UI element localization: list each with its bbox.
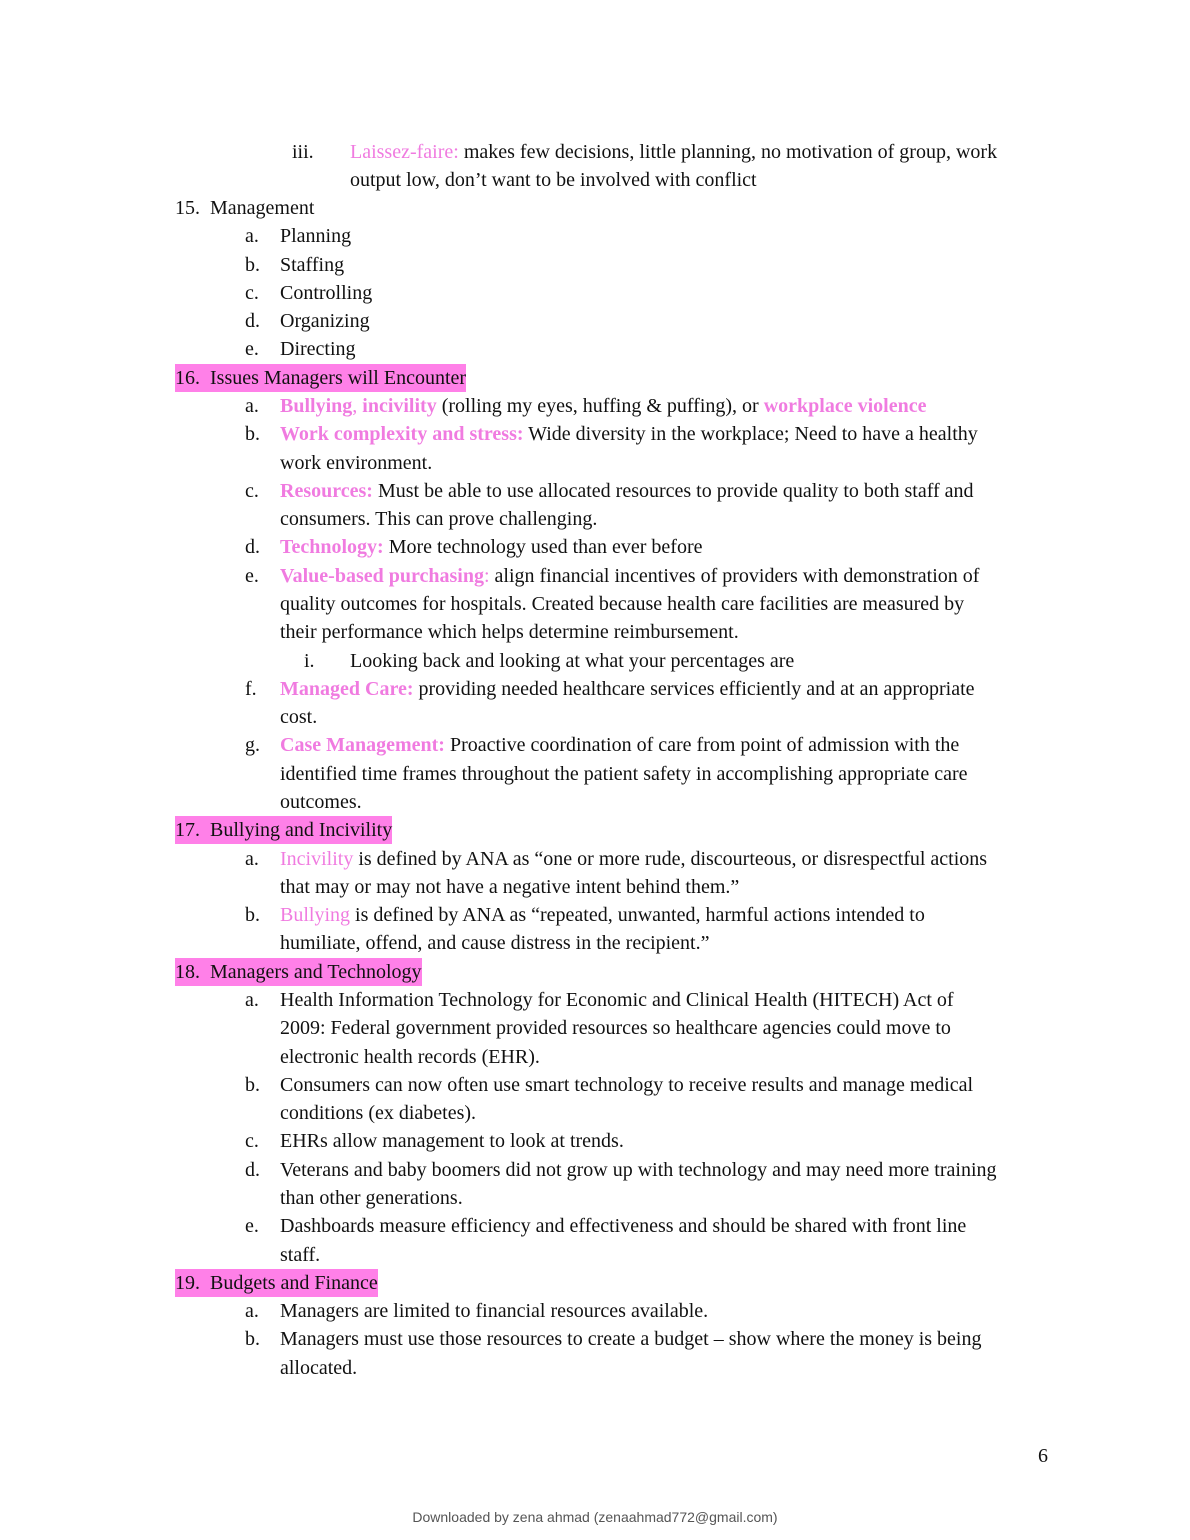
list-marker: b. <box>245 1074 260 1096</box>
item-text: 2009: Federal government provided resources so healthcare agencies could move to <box>280 1017 951 1039</box>
term: Technology: <box>280 536 384 558</box>
list-marker: g. <box>245 734 260 756</box>
section-number: 15. <box>175 197 200 219</box>
list-marker: c. <box>245 1130 259 1152</box>
item-text: align financial incentives of providers with demonstration of <box>489 565 980 587</box>
list-item <box>280 562 979 590</box>
section-heading <box>175 364 466 392</box>
list-item <box>280 901 925 929</box>
item-text: Proactive coordination of care from point of admission with the <box>444 734 960 756</box>
list-item: Consumers can now often use smart technology to receive results and manage medical <box>280 1074 974 1096</box>
list-marker: e. <box>245 565 259 587</box>
item-text: identified time frames throughout the patient safety in accomplishing appropriate care <box>280 763 968 785</box>
list-item: EHRs allow management to look at trends. <box>280 1130 624 1152</box>
section-title: Budgets and Finance <box>210 1272 378 1294</box>
item-text: outcomes. <box>280 791 362 813</box>
section-number: 17. <box>175 819 200 841</box>
section-title: Managers and Technology <box>210 961 422 983</box>
list-item: Organizing <box>280 310 370 332</box>
list-marker: i. <box>304 650 315 672</box>
list-marker: c. <box>245 480 259 502</box>
term: Bullying <box>280 904 351 926</box>
item-text: consumers. This can prove challenging. <box>280 508 598 530</box>
item-text: their performance which helps determine reimbursement. <box>280 621 739 643</box>
list-marker: c. <box>245 282 259 304</box>
list-item <box>280 533 703 561</box>
item-text: quality outcomes for hospitals. Created because health care facilities are measured by <box>280 593 965 615</box>
section-title: Issues Managers will Encounter <box>210 367 467 389</box>
download-footer: Downloaded by zena ahmad (zenaahmad772@gmail.com) <box>412 1509 778 1525</box>
list-item: Staffing <box>280 254 345 276</box>
term: Case Management: <box>280 734 445 756</box>
section-heading <box>175 958 422 986</box>
item-text: output low, don’t want to be involved with conflict <box>350 169 757 191</box>
item-text: conditions (ex diabetes). <box>280 1102 477 1124</box>
item-text: that may or may not have a negative intent behind them.” <box>280 876 740 898</box>
section-heading <box>175 194 314 222</box>
term-separator: : <box>483 565 490 587</box>
term: Value-based purchasing <box>280 565 484 587</box>
item-text: cost. <box>280 706 318 728</box>
list-marker: d. <box>245 1159 260 1181</box>
list-marker: e. <box>245 1215 259 1237</box>
item-text: work environment. <box>280 452 433 474</box>
list-marker: b. <box>245 904 260 926</box>
term: Managed Care: <box>280 678 414 700</box>
item-text: providing needed healthcare services efficiently and at an appropriate <box>413 678 975 700</box>
list-marker: f. <box>245 678 257 700</box>
list-item <box>280 420 978 448</box>
list-marker: e. <box>245 338 259 360</box>
list-marker: a. <box>245 395 259 417</box>
item-text: (rolling my eyes, huffing & puffing), or <box>436 395 764 417</box>
term: incivility <box>362 395 437 417</box>
term: Laissez-faire: <box>350 141 459 163</box>
term: Work complexity and stress: <box>280 423 524 445</box>
list-item <box>280 845 987 873</box>
item-text: Wide diversity in the workplace; Need to have a healthy <box>523 423 978 445</box>
section-number: 16. <box>175 367 200 389</box>
list-item: Health Information Technology for Economic and Clinical Health (HITECH) Act of <box>280 989 954 1011</box>
item-text: makes few decisions, little planning, no motivation of group, work <box>458 141 998 163</box>
list-marker: a. <box>245 989 259 1011</box>
item-text: Must be able to use allocated resources to provide quality to both staff and <box>372 480 974 502</box>
section-title: Bullying and Incivility <box>210 819 393 841</box>
item-text: humiliate, offend, and cause distress in the recipient.” <box>280 932 710 954</box>
list-marker: a. <box>245 848 259 870</box>
list-marker: a. <box>245 1300 259 1322</box>
list-marker: iii. <box>292 141 314 163</box>
item-text: allocated. <box>280 1357 358 1379</box>
list-item <box>350 138 997 166</box>
list-marker: a. <box>245 225 259 247</box>
item-text: staff. <box>280 1244 321 1266</box>
item-text: than other generations. <box>280 1187 463 1209</box>
list-marker: b. <box>245 254 260 276</box>
section-title: Management <box>210 197 315 219</box>
list-item: Dashboards measure efficiency and effectiveness and should be shared with front line <box>280 1215 967 1237</box>
list-marker: b. <box>245 423 260 445</box>
list-item: Directing <box>280 338 356 360</box>
list-item: Veterans and baby boomers did not grow up with technology and may need more training <box>280 1159 997 1181</box>
item-text: More technology used than ever before <box>383 536 703 558</box>
list-marker: d. <box>245 536 260 558</box>
section-number: 19. <box>175 1272 200 1294</box>
list-marker: d. <box>245 310 260 332</box>
list-item: Looking back and looking at what your percentages are <box>350 650 795 672</box>
term: Bullying <box>280 395 353 417</box>
list-item <box>280 392 926 420</box>
term: Resources: <box>280 480 373 502</box>
item-text: is defined by ANA as “repeated, unwanted, harmful actions intended to <box>350 904 925 926</box>
list-item <box>280 477 974 505</box>
list-marker: b. <box>245 1328 260 1350</box>
list-item: Managers must use those resources to create a budget – show where the money is being <box>280 1328 982 1350</box>
item-text: electronic health records (EHR). <box>280 1046 540 1068</box>
item-text: is defined by ANA as “one or more rude, discourteous, or disrespectful actions <box>353 848 988 870</box>
page-number: 6 <box>1038 1445 1048 1467</box>
term: workplace violence <box>763 395 927 417</box>
list-item <box>280 675 975 703</box>
list-item: Managers are limited to financial resources available. <box>280 1300 709 1322</box>
section-number: 18. <box>175 961 200 983</box>
section-heading <box>175 1269 378 1297</box>
term: Incivility <box>280 848 354 870</box>
list-item <box>280 731 959 759</box>
term-separator: , <box>352 395 358 417</box>
list-item: Controlling <box>280 282 373 304</box>
list-item: Planning <box>280 225 352 247</box>
section-heading <box>175 816 392 844</box>
